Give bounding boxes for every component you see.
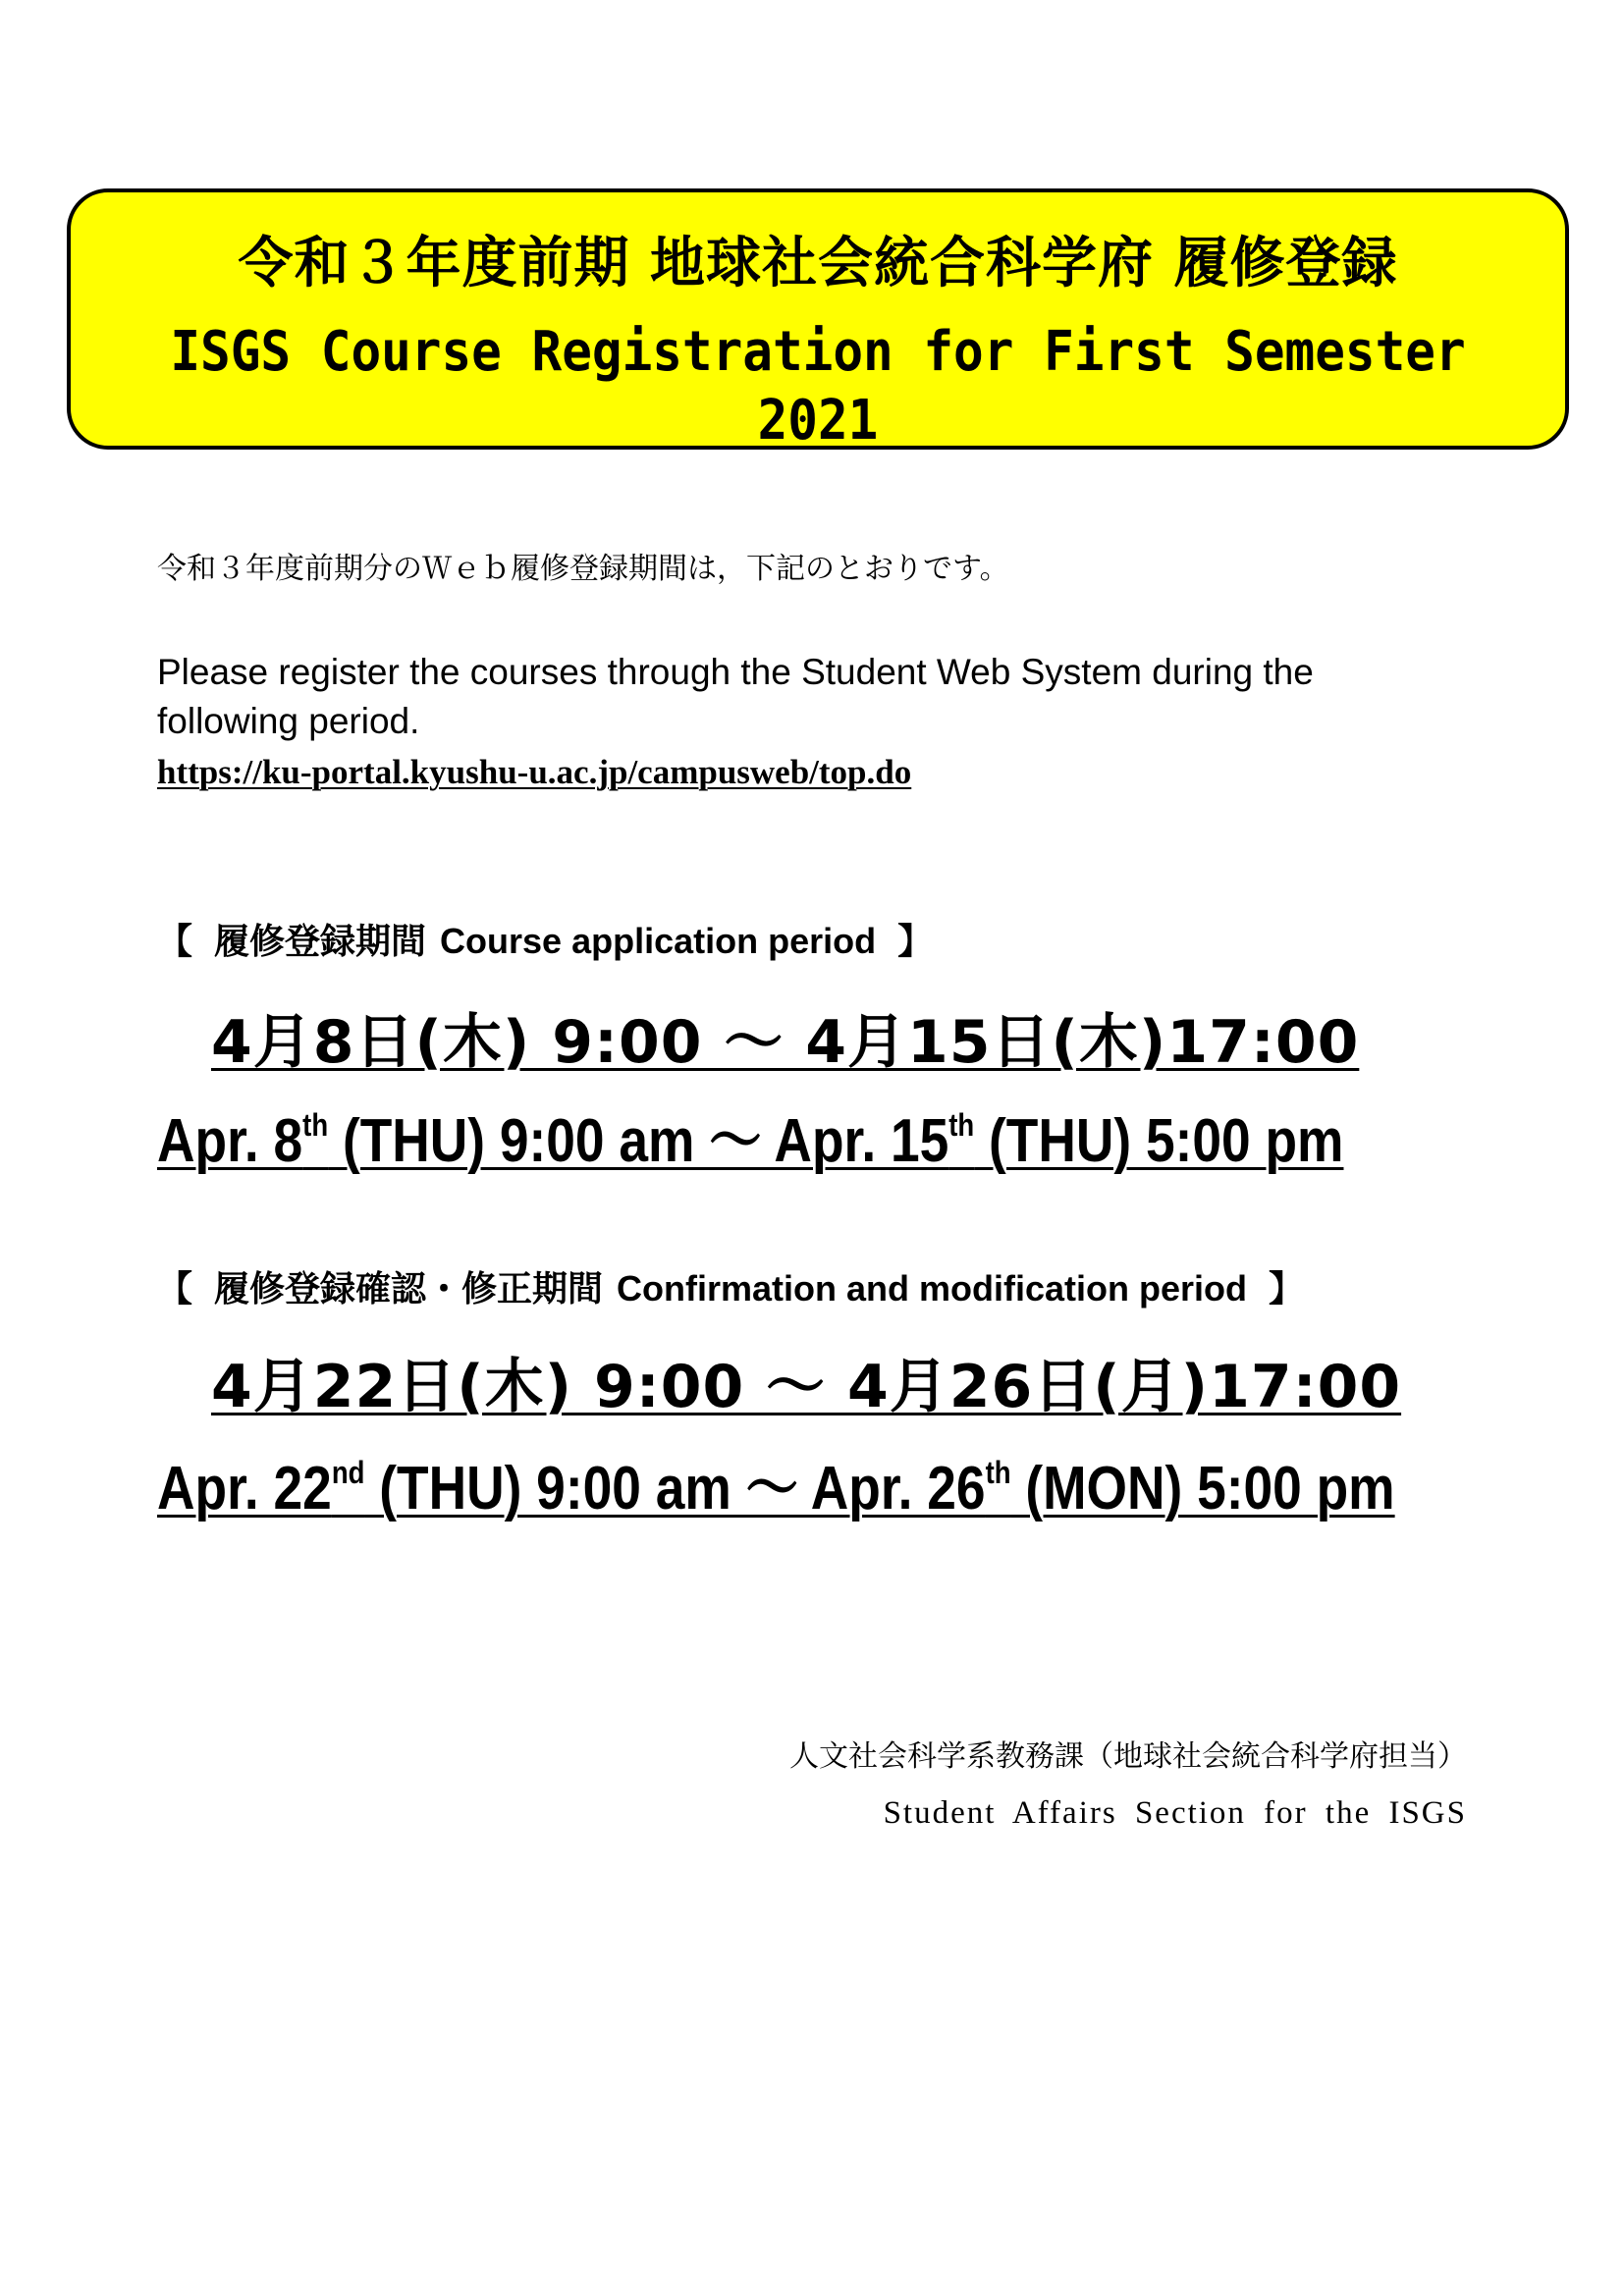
end-ordinal: th [985, 1455, 1011, 1490]
heading-japanese: 履修登録期間 [214, 921, 427, 961]
title-english: ISGS Course Registration for First Semester 2021 [170, 320, 1466, 453]
application-period-date-english [157, 1103, 1343, 1180]
heading-english: Confirmation and modification period [617, 1268, 1248, 1308]
heading-english: Course application period [440, 921, 877, 961]
intro-english: Please register the courses through the Student Web System during the following period. [157, 652, 1314, 741]
bracket-close: 】 [897, 921, 934, 961]
modification-period-date-japanese: 4月22日(木) 9:00 ～ 4月26日(月)17:00 [211, 1353, 1402, 1421]
bracket-open: 【 [157, 921, 193, 961]
title-banner [67, 188, 1569, 453]
application-period-heading [157, 918, 933, 965]
start-date: Apr. 8 [157, 1107, 303, 1175]
start-ordinal: th [302, 1107, 329, 1143]
start-ordinal: nd [331, 1455, 365, 1490]
start-date: Apr. 22 [157, 1455, 332, 1522]
student-web-system-link[interactable]: https://ku-portal.kyushu-u.ac.jp/campusweb/top.do [157, 753, 912, 791]
office-name-english: Student Affairs Section for the ISGS [883, 1795, 1467, 1831]
start-time-and-end-date: (THU) 9:00 am ～ Apr. 15 [328, 1107, 949, 1175]
office-name-japanese: 人文社会科学系教務課（地球社会統合科学府担当） [789, 1739, 1467, 1774]
start-time-and-end-date: (THU) 9:00 am ～ Apr. 26 [364, 1455, 986, 1522]
modification-period-heading [157, 1265, 1304, 1312]
end-time: (MON) 5:00 pm [1010, 1455, 1395, 1522]
title-japanese: 令和３年度前期 地球社会統合科学府 履修登録 [238, 232, 1398, 295]
bracket-close: 】 [1269, 1268, 1305, 1308]
heading-japanese: 履修登録確認・修正期間 [214, 1268, 604, 1308]
application-period-date-japanese: 4月8日(木) 9:00 ～ 4月15日(木)17:00 [211, 1008, 1360, 1077]
bracket-open: 【 [157, 1268, 193, 1308]
modification-period-date-english [157, 1451, 1395, 1527]
intro-japanese: 令和３年度前期分のＷｅｂ履修登録期間は，下記のとおりです。 [157, 552, 1009, 586]
end-ordinal: th [948, 1107, 975, 1143]
end-time: (THU) 5:00 pm [974, 1107, 1344, 1175]
